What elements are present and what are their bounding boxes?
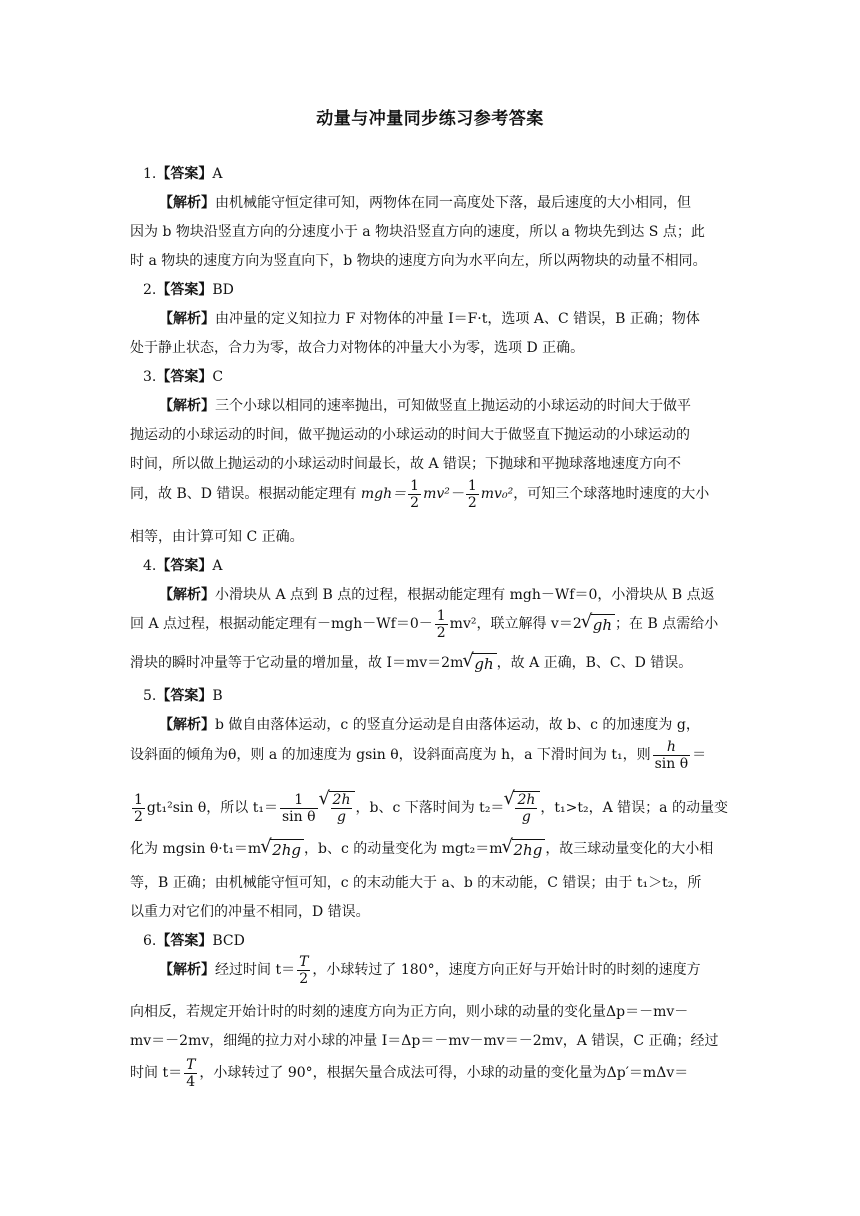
sqrt-2hg: √ 2hg xyxy=(270,839,304,860)
analysis-6-line-3: mv＝－2mv，细绳的拉力对小球的冲量 I＝Δp＝－mv－mv＝－2mv，A 错误，C 正确；经过 xyxy=(130,1033,719,1049)
fraction-half: $\frac{1}{2}$ xyxy=(410,477,420,511)
answer-1: 1.【答案】A xyxy=(143,166,223,182)
answer-6: 6.【答案】BCD xyxy=(143,933,245,949)
analysis-3-line-1: 【解析】三个小球以相同的速率抛出，可知做竖直上抛运动的小球运动的时间大于做平 xyxy=(159,398,691,414)
sqrt-2h-over-g: √ $\frac{2h}{g}$ xyxy=(513,791,540,825)
sqrt-gh: √ gh xyxy=(591,614,615,635)
analysis-5-line-6: 以重力对它们的冲量不相同，D 错误。 xyxy=(130,904,370,920)
analysis-2-line-1: 【解析】由冲量的定义知拉力 F 对物体的冲量 I＝F·t，选项 A、C 错误，B 正确；物体 xyxy=(159,311,700,327)
analysis-5-line-5: 等，B 正确；由机械能守恒可知，c 的末动能大于 a、b 的末动能，C 错误；由于 t₁＞t₂，所 xyxy=(130,875,702,891)
analysis-4-line-1: 【解析】小滑块从 A 点到 B 点的过程，根据动能定理有 mgh－Wf＝0，小滑块从 B 点返 xyxy=(159,587,715,603)
analysis-1-line-3: 时 a 物块的速度方向为竖直向下，b 物块的速度方向为水平向左，所以两物块的动量不相同。 xyxy=(130,253,707,269)
analysis-3-line-5: 相等，由计算可知 C 正确。 xyxy=(130,529,304,545)
answer-5: 5.【答案】B xyxy=(143,688,223,704)
analysis-4-line-3: 滑块的瞬时冲量等于它动量的增加量，故 I＝mv＝2m√ gh ，故 A 正确，B、C、D 错误。 xyxy=(130,645,730,681)
sqrt-gh: √ gh xyxy=(472,653,496,674)
analysis-5-line-4: 化为 mgsin θ·t₁＝m√ 2hg ，b、c 的动量变化为 mgt₂＝m√ 2hg ，故三球动量变化的大小相 xyxy=(130,831,730,867)
fraction-t-over-2: $\frac{T}{2}$ xyxy=(299,953,309,987)
fraction-one-over-sin: $\frac{1}{\text{sin θ}}$ xyxy=(281,791,316,825)
analysis-5-line-2: 设斜面的倾角为θ，则 a 的加速度为 gsin θ，设斜面高度为 h，a 下滑时间为 t₁，则 $\frac{h}{\text{sin θ}}$ ＝ xyxy=(130,738,707,772)
analysis-3-line-4: 同，故 B、D 错误。根据动能定理有 mgh＝ $\frac{1}{2}$ mv²－ $\frac{1}{2}$ mv₀²，可知三个球落地时速度的大小 xyxy=(130,477,710,511)
answer-3: 3.【答案】C xyxy=(143,369,224,385)
fraction-half: $\frac{1}{2}$ xyxy=(467,477,477,511)
page-title: 动量与冲量同步练习参考答案 xyxy=(316,109,544,129)
analysis-2-line-2: 处于静止状态，合力为零，故合力对物体的冲量大小为零，选项 D 正确。 xyxy=(130,340,585,356)
sqrt-2hg: √ 2hg xyxy=(512,839,546,860)
fraction-half: $\frac{1}{2}$ xyxy=(436,607,446,641)
analysis-3-line-2: 抛运动的小球运动的时间，做平抛运动的小球运动的时间大于做竖直下抛运动的小球运动的 xyxy=(130,427,690,443)
analysis-5-line-1: 【解析】b 做自由落体运动，c 的竖直分运动是自由落体运动，故 b、c 的加速度为 g， xyxy=(159,717,700,733)
analysis-6-line-2: 向相反，若规定开始计时的时刻的速度方向为正方向，则小球的动量的变化量Δp＝－mv－ xyxy=(130,1004,689,1020)
fraction-h-over-sin: $\frac{h}{\text{sin θ}}$ xyxy=(654,738,689,772)
answer-4: 4.【答案】A xyxy=(143,558,223,574)
analysis-3-line-3: 时间，所以做上抛运动的小球运动时间最长，故 A 错误；下抛球和平抛球落地速度方向不 xyxy=(130,456,682,472)
fraction-t-over-4: $\frac{T}{4}$ xyxy=(186,1056,196,1090)
analysis-1-line-2: 因为 b 物块沿竖直方向的分速度小于 a 物块沿竖直方向的速度，所以 a 物块先到达 S 点；此 xyxy=(130,224,705,240)
analysis-5-line-3: $\frac{1}{2}$ gt₁²sin θ，所以 t₁＝ $\frac{1}{\text{sin θ}}$ √ $\frac{2h}{g}$ ，b、c 下落时间为 t₂＝ √ $\frac{2h}{g}$ ，t₁>t₂，A 错误；a 的动量变 xyxy=(130,786,730,830)
analysis-1-line-1: 【解析】由机械能守恒定律可知，两物体在同一高度处下落，最后速度的大小相同，但 xyxy=(159,195,691,211)
sqrt-2h-over-g: √ $\frac{2h}{g}$ xyxy=(329,791,356,825)
answer-2: 2.【答案】BD xyxy=(143,282,234,298)
fraction-half: $\frac{1}{2}$ xyxy=(134,791,143,825)
analysis-6-line-4: 时间 t＝ $\frac{T}{4}$ ，小球转过了 90°，根据矢量合成法可得，小球的动量的变化量为Δp′＝mΔv＝ xyxy=(130,1056,689,1090)
analysis-6-line-1: 【解析】经过时间 t＝ $\frac{T}{2}$ ，小球转过了 180°，速度方向正好与开始计时的时刻的速度方 xyxy=(159,953,701,987)
analysis-4-line-2: 回 A 点过程，根据动能定理有－mgh－Wf＝0－ $\frac{1}{2}$ mv²，联立解得 v＝2√ gh ；在 B 点需给小 xyxy=(130,606,730,642)
